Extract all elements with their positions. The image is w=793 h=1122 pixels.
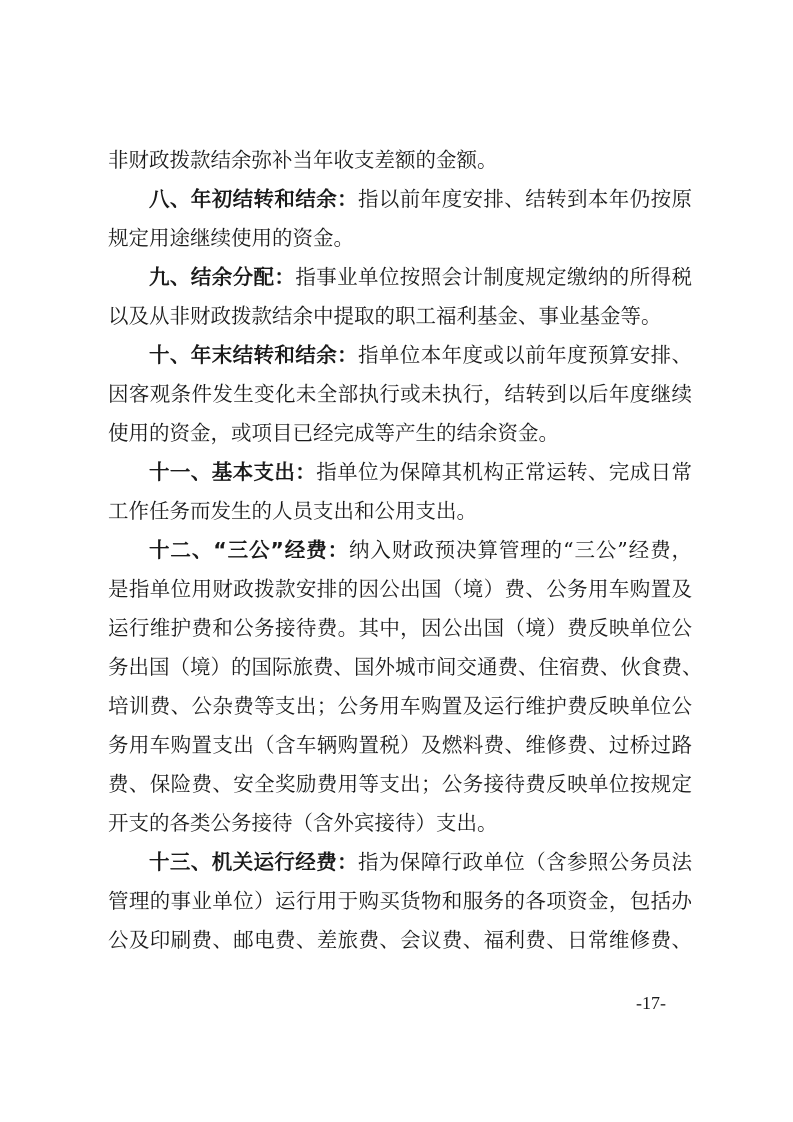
definition-text: 指事业单位按照会计制度规定缴纳的所得税: [295, 265, 693, 289]
definition-text: 指单位为保障其机构正常运转、完成日常: [316, 460, 693, 484]
definition-text: 指单位本年度或以前年度预算安排、: [358, 343, 692, 367]
term-heading: 十一、基本支出：: [149, 460, 317, 484]
page-number: -17-: [636, 993, 666, 1013]
paragraph-9-surplus-distribution: [108, 258, 692, 336]
text-line: [108, 531, 692, 570]
text-line: 管理的事业单位）运行用于购买货物和服务的各项资金，包括办: [108, 889, 692, 913]
paragraph-10-carryover-end-of-year: [108, 336, 692, 453]
text-line: 使用的资金，或项目已经完成等产生的结余资金。: [108, 421, 559, 445]
text-line: [108, 336, 692, 375]
text-line: 公及印刷费、邮电费、差旅费、会议费、福利费、日常维修费、: [108, 928, 692, 952]
document-body: [108, 141, 703, 960]
term-heading: 十二、“三公”经费：: [149, 538, 350, 562]
term-heading: 十、年末结转和结余：: [149, 343, 358, 367]
text-line: 规定用途继续使用的资金。: [108, 226, 354, 250]
paragraph-8-carryover-start-of-year: [108, 180, 692, 258]
text-line: 费、保险费、安全奖励费用等支出；公务接待费反映单位按规定: [108, 772, 692, 796]
text-line: [108, 258, 692, 297]
text-line: 非财政拨款结余弥补当年收支差额的金额。: [108, 148, 498, 172]
definition-text: 指以前年度安排、结转到本年仍按原: [358, 187, 692, 211]
definition-text: 纳入财政预决算管理的“三公”经费，: [349, 538, 692, 562]
term-heading: 九、结余分配：: [149, 265, 296, 289]
text-line: 是指单位用财政拨款安排的因公出国（境）费、公务用车购置及: [108, 577, 692, 601]
text-line: [108, 453, 692, 492]
text-line: 运行维护费和公务接待费。其中，因公出国（境）费反映单位公: [108, 616, 692, 640]
term-heading: 八、年初结转和结余：: [149, 187, 358, 211]
term-heading: 十三、机关运行经费：: [149, 850, 358, 874]
definition-text: 指为保障行政单位（含参照公务员法: [358, 850, 692, 874]
text-line: 因客观条件发生变化未全部执行或未执行，结转到以后年度继续: [108, 382, 692, 406]
paragraph-12-three-public-expenses: [108, 531, 703, 843]
text-line: 务出国（境）的国际旅费、国外城市间交通费、住宿费、伙食费、: [108, 655, 703, 679]
text-line: 培训费、公杂费等支出；公务用车购置及运行维护费反映单位公: [108, 694, 692, 718]
text-line: 工作任务而发生的人员支出和公用支出。: [108, 499, 477, 523]
paragraph-7-continuation: [108, 141, 692, 180]
paragraph-13-agency-operating-funds: [108, 843, 692, 960]
text-line: 以及从非财政拨款结余中提取的职工福利基金、事业基金等。: [108, 304, 662, 328]
text-line: 务用车购置支出（含车辆购置税）及燃料费、维修费、过桥过路: [108, 733, 692, 757]
text-line: [108, 843, 692, 882]
text-line: 开支的各类公务接待（含外宾接待）支出。: [108, 811, 498, 835]
text-line: [108, 180, 692, 219]
paragraph-11-basic-expenditure: [108, 453, 692, 531]
